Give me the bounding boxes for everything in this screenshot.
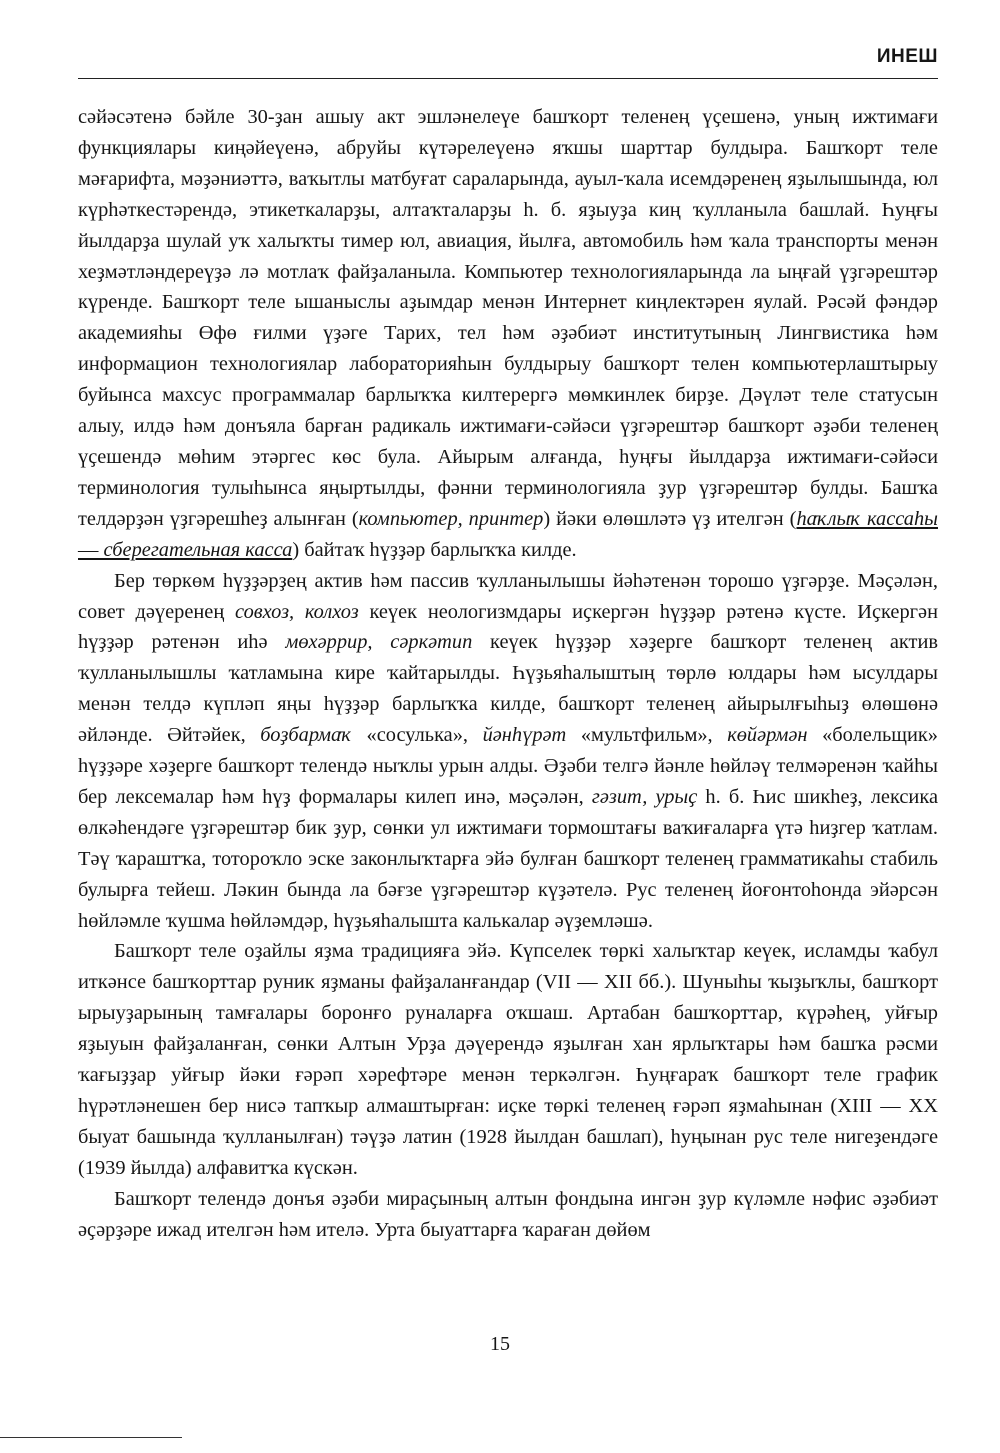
text-run: Башҡорт теле оҙайлы яҙма традицияға эйә. Күпселек төркі халыҡтар кеүек, исламды ҡабул иткәнсе башҡорттар руник яҙманы файҙаланғандар (VII — XII бб.). Шуныһы ҡыҙыҡлы, башҡорт ырыуҙарының тамғалары боронғо руналарға оҡшаш. Артабан башҡорттар, күрәһең, уйғыр яҙыуын файҙаланған, сөнки Алтын Урҙа дәүерендә яҙылған хан ярлыҡтары һәм башҡа рәсми ҡағыҙҙар уйғыр йәки ғәрәп хәрефтәре менән теркәлгән. Һуңғараҡ башҡорт теле график һүрәтләнешен бер нисә тапҡыр алмаштырған: иҫке төркі теленең ғәрәп яҙмаһынан (XIII — XX быуат башында ҡулланылған) тәүҙә латин (1928 йылдан башлап), һуңынан рус теле нигеҙендәге (1939 йылда) алфавитҡа күскән. [78, 940, 938, 1179]
text-run: «сосулька», [352, 724, 483, 747]
page-number: 15 [490, 1333, 510, 1355]
italic-term: компьютер, принтер [358, 507, 544, 530]
italic-term: гәзит, урыҫ [591, 785, 698, 808]
scan-edge-line [0, 1437, 182, 1438]
text-run: һ. б. Һис шикһеҙ, лексика өлкәһендәге үҙгәрештәр бик ҙур, сөнки ул ижтимағи тормоштағы ваҡиғаларға үтә һиҙгер ҡатлам. Тәү ҡараштҡа, тотороҡло эске законлыҡтарға эйә булған башҡорт теленең грамматикаһы стабиль булырға тейеш. Ләкин бында ла бәғзе үҙгәрештәр күҙәтелә. Рус теленең йоғонтоһонда эйәрсән һөйләмле ҡушма һөйләмдәр, һүҙьяһалышта калькалар әүҙемләшә. [78, 785, 938, 932]
running-header-title: ИНЕШ [876, 46, 938, 67]
text-run: кеүек һүҙҙәр хәҙерге башҡорт теленең актив ҡулланылышлы ҡатламына кире ҡайтарылды. Һүҙьяһалыштың төрлө юлдары һәм ысулдары менән телдә күпләп яңы һүҙҙәр барлыҡҡа килде, башҡорт теленең айырылғыһыҙ өлөшөнә әйләнде. Әйтәйек, [78, 631, 939, 747]
running-header [78, 46, 938, 79]
italic-term: совхоз, колхоз [235, 600, 359, 623]
italic-term: йәнһүрәт [482, 724, 567, 747]
text-run: кеүек неологизмдары иҫкергән һүҙҙәр рәтенә күсте. Иҫкергән һүҙҙәр рәтенән иһә [78, 600, 938, 654]
italic-term: боҙбармаҡ [260, 724, 353, 747]
text-run: ) байтаҡ һүҙҙәр барлыҡҡа килде. [292, 538, 577, 561]
italic-underlined-term: сберегательная касса [103, 538, 293, 561]
paragraph-1 [78, 102, 938, 566]
italic-underlined-term: һаҡлыҡ кассаһы [796, 507, 938, 530]
italic-term: көйәрмән [727, 724, 808, 747]
italic-term: мөхәррир, сәркәтип [285, 631, 473, 654]
paragraph-3 [78, 936, 938, 1183]
text-run: «болельщик» һүҙҙәре хәҙерге башҡорт телендә ныҡлы урын алды. Әҙәби телгә йәнле һөйләү телмәренән ҡайһы бер лексемалар һәм һүҙ формалары килеп инә, мәҫәлән, [78, 724, 939, 808]
text-run: «мультфильм», [566, 724, 728, 747]
text-run: ) йәки өлөшләтә үҙ ителгән ( [543, 507, 797, 530]
body-text [78, 102, 938, 1246]
paragraph-4 [78, 1184, 938, 1246]
text-run: сәйәсәтенә бәйле 30-ҙан ашыу акт эшләнелеүе башҡорт теленең үҫешенә, уның ижтимағи функциялары киңәйеүенә, абруйы күтәрелеүенә яҡшы шарттар булдыра. Башҡорт теле мәғарифта, мәҙәниәттә, ваҡытлы матбуғат сараларында, ауыл-ҡала исемдәренең яҙылышында, юл күрһәткестәрендә, этикеткаларҙы, алтаҡталарҙы һ. б. яҙыуҙа киң ҡулланыла башлай. Һуңғы йылдарҙа шулай уҡ халыҡты тимер юл, авиация, йылға, автомобиль һәм ҡала транспорты менән хеҙмәтләндереүҙә лә мотлаҡ файҙаланыла. Компьютер технологияларында ла ыңғай үҙгәрештәр күренде. Башҡорт теле ышаныслы аҙымдар менән Интернет киңлектәрен яулай. Рәсәй фәндәр академияһы Өфө ғилми үҙәге Тарих, тел һәм әҙәбиәт институтының Лингвистика һәм информацион технологиялар лабораторияһын булдырыу башҡорт телен компьютерлаштырыу буйынса махсус программалар барлыҡҡа килтерергә мөмкинлек бирҙе. Дәүләт теле статусын алыу, илдә һәм донъяла барған радикаль ижтимағи-сәйәси үҙгәрештәр башҡорт әҙәби теленең үҫешендә мөһим этәргес көс була. Айырым алғанда, һуңғы йылдарҙа ижтимағи-сәйәси терминология тулыһынса яңыртылды, фәнни терминологияла ҙур үҙгәрештәр булды. Башҡа телдәрҙән үҙгәрешһеҙ алынған ( [78, 106, 938, 530]
text-run: Бер төркөм һүҙҙәрҙең актив һәм пассив ҡулланылышы йәһәтенән торошо үҙгәрҙе. Мәҫәлән, совет дәүеренең [78, 569, 938, 623]
paragraph-2 [78, 566, 938, 937]
text-run: — [78, 538, 104, 561]
text-run: Башҡорт телендә донъя әҙәби мираҫының алтын фондына ингән ҙур күләмле нәфис әҙәбиәт әҫәрҙәре ижад ителгән һәм ителә. Урта быуаттарға ҡараған дөйөм [78, 1187, 938, 1241]
